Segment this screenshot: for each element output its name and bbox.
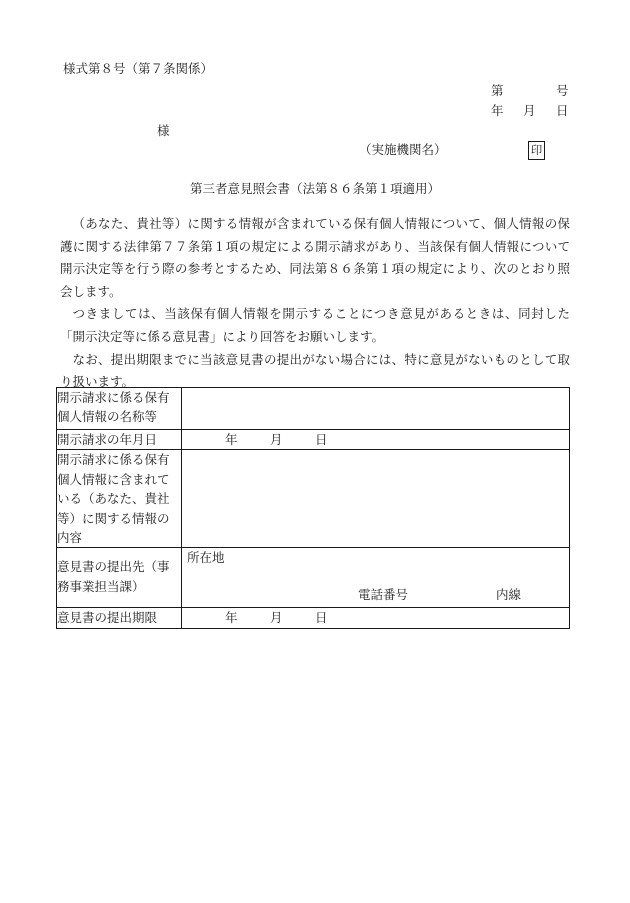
item-name-value [182, 388, 570, 430]
address-label: 所在地 [187, 550, 225, 566]
form-number: 様式第８号（第７条関係） [63, 61, 214, 76]
row-label-info-content: 開示請求に係る保有個人情報に含まれている（あなた、貴社等）に関する情報の内容 [57, 450, 182, 548]
table-row [57, 608, 570, 628]
deadline-month: 月 [270, 610, 283, 626]
row-label-item-name: 開示請求に係る保有個人情報の名称等 [57, 388, 182, 430]
deadline-value [182, 608, 570, 628]
body-paragraph-2: つきましては、当該保有個人情報を開示することにつき意見があるときは、同封した「開示決定等に係る意見書」により回答をお願いします。 [60, 306, 570, 344]
row-label-request-date: 開示請求の年月日 [57, 430, 182, 450]
deadline-year: 年 [225, 610, 238, 626]
doc-number-suffix: 号 [556, 83, 569, 98]
date-day: 日 [556, 103, 569, 118]
submission-address-value [182, 548, 570, 608]
table-row [57, 388, 570, 430]
body-paragraph-1: （あなた、貴社等）に関する情報が含まれている保有個人情報について、個人情報の保護に関する法律第７７条第１項の規定による開示請求があり、当該保有個人情報について開示決定等を行う際の参考とするため、同法第８６条第１項の規定により、次のとおり照会します。 [60, 216, 570, 299]
date-year: 年 [491, 103, 504, 118]
phone-label: 電話番号 [358, 587, 409, 603]
table-row [57, 430, 570, 450]
row-label-deadline: 意見書の提出期限 [57, 608, 182, 628]
request-date-year: 年 [225, 432, 238, 447]
row-label-submission-address: 意見書の提出先（事務事業担当課） [57, 548, 182, 608]
deadline-day: 日 [315, 610, 328, 626]
request-date-value [182, 430, 570, 450]
request-date-month: 月 [270, 432, 283, 447]
agency-name: （実施機関名） [359, 142, 447, 157]
table-row [57, 548, 570, 608]
seal-box: 印 [528, 141, 545, 160]
body-paragraph-3: なお、提出期限までに当該意見書の提出がない場合には、特に意見がないものとして取り扱います。 [60, 351, 570, 390]
document-title: 第三者意見照会書（法第８６条第１項適用） [189, 181, 440, 196]
inquiry-table [56, 387, 570, 629]
date-month: 月 [523, 103, 536, 118]
extension-label: 内線 [496, 587, 522, 603]
request-date-day: 日 [315, 432, 328, 447]
body-text [60, 213, 570, 394]
addressee-suffix: 様 [157, 123, 170, 138]
doc-number-prefix: 第 [491, 83, 504, 98]
info-content-value [182, 450, 570, 548]
table-row [57, 450, 570, 548]
